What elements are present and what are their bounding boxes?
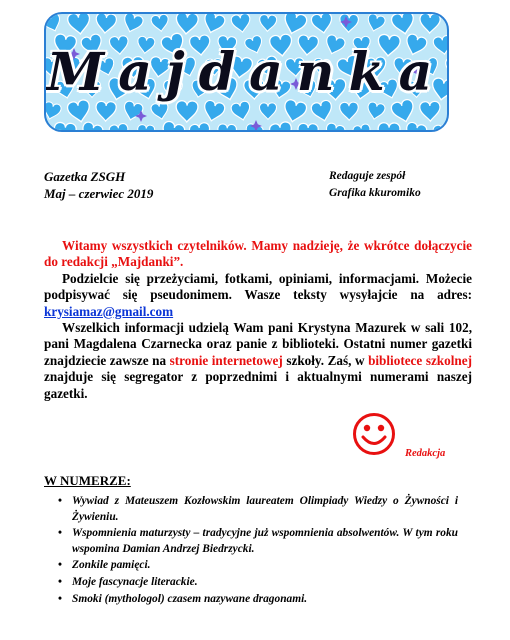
list-item: • Wspomnienia maturzysty – tradycyjne już wspomnienia absolwentów. W tym roku wspomina Damian Andrzej Biedrzycki. (58, 526, 458, 557)
newspaper-title: Majdanka (46, 41, 447, 103)
masthead-banner (44, 12, 449, 132)
list-item: • Moje fascynacje literackie. (58, 575, 458, 591)
school-name: Gazetka ZSGH (44, 169, 126, 184)
graphics-credit: Grafika kkuromiko (329, 187, 421, 199)
library-link[interactable]: bibliotece szkolnej (368, 352, 472, 368)
list-item: • Zonkile pamięci. (58, 558, 458, 574)
issue-date: Maj – czerwiec 2019 (44, 186, 154, 201)
editors-credit: Redaguje zespół (329, 170, 406, 182)
info-text-mid: szkoły. Zaś, w (282, 352, 369, 368)
welcome-paragraph (44, 238, 472, 271)
contribute-paragraph (44, 271, 472, 320)
issue-info (44, 168, 153, 202)
welcome-greeting: Witamy wszystkich czytelników. Mamy nadzieję, że wkrótce dołączycie do redakcji „Majdanki”. (44, 238, 472, 270)
signature-label: Redakcja (405, 448, 446, 459)
email-link[interactable]: krysiamaz@gmail.com (44, 303, 174, 319)
welcome-text (44, 238, 472, 402)
info-paragraph (44, 320, 472, 402)
website-link[interactable]: stronie internetowej (169, 352, 283, 368)
contribute-text: Podzielcie się przeżyciami, fotkami, opiniami, informacjami. Możecie podpisywać się pseudonimem. Wasze teksty wysyłajcie na adres: (44, 270, 472, 303)
contents-heading: W NUMERZE: (44, 473, 131, 488)
contents-list (58, 494, 458, 608)
info-text: Wszelkich informacji udzielą Wam pani Krystyna Mazurek w sali 102, pani Magdalena Czarnecka oraz panie z biblioteki. Ostatni numer gazetki znajdziecie zawsze na (44, 320, 472, 368)
credits (329, 168, 421, 202)
list-item: • Smoki (mythologol) czasem nazywane dragonami. (58, 592, 458, 608)
smiley-icon (352, 412, 396, 456)
info-text-end: znajduje się segregator z poprzednimi i aktualnymi numerami naszej gazetki. (44, 369, 472, 401)
list-item: • Wywiad z Mateuszem Kozłowskim laureatem Olimpiady Wiedzy o Żywności i Żywieniu. (58, 494, 458, 525)
